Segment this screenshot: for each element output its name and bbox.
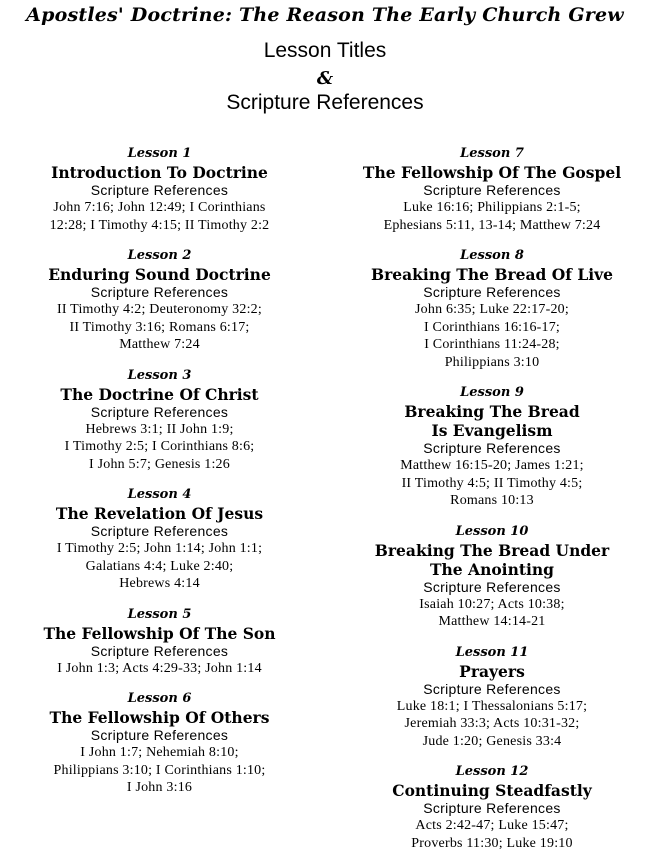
scripture-references-label: Scripture References (423, 800, 561, 816)
scripture-reference-list (338, 301, 646, 371)
lesson-title (2, 624, 317, 643)
heading-scripture-references: Scripture References (226, 91, 424, 114)
scripture-reference-list (2, 660, 317, 678)
scripture-references-label: Scripture References (423, 440, 561, 456)
lesson-number: Lesson 8 (460, 248, 524, 263)
scripture-reference-line: I John 3:16 (126, 780, 193, 795)
scripture-reference-line: Matthew 7:24 (119, 337, 200, 352)
scripture-reference-line: Hebrews 3:1; II John 1:9; (85, 421, 234, 437)
scripture-reference-line: I Timothy 2:5; I Corinthians 8:6; (64, 439, 255, 454)
lesson-title (2, 504, 317, 523)
lesson-title-line: The Anointing (429, 559, 554, 579)
scripture-references-label: Scripture References (423, 182, 561, 198)
lesson-title (2, 163, 317, 182)
scripture-reference-line: I Corinthians 16:16-17; (423, 319, 561, 335)
lesson-block (2, 146, 317, 234)
lesson-number: Lesson 6 (127, 691, 192, 706)
heading-lesson-titles: Lesson Titles (263, 39, 387, 62)
lesson-number: Lesson 4 (127, 487, 192, 502)
lesson-number: Lesson 1 (127, 146, 192, 161)
scripture-references-label: Scripture References (423, 680, 561, 697)
scripture-reference-line: I John 1:7; Nehemiah 8:10; (80, 745, 239, 760)
scripture-reference-line: Hebrews 4:14 (119, 576, 200, 591)
lesson-number: Lesson 9 (460, 385, 524, 400)
scripture-reference-list (338, 817, 646, 852)
lesson-title-line: Breaking The Bread Under (374, 540, 610, 560)
scripture-reference-line: Romans 10:13 (450, 493, 534, 508)
lesson-block (338, 385, 646, 510)
lesson-block (338, 248, 646, 371)
lesson-block (338, 764, 646, 852)
lesson-title (2, 708, 317, 727)
scripture-reference-line: II Timothy 4:2; Deuteronomy 32:2; (57, 302, 262, 317)
scripture-reference-list (2, 744, 317, 797)
scripture-reference-line: II Timothy 3:16; Romans 6:17; (69, 319, 250, 335)
lesson-title-line: The Fellowship Of Others (49, 708, 270, 727)
scripture-reference-line: John 6:35; Luke 22:17-20; (415, 302, 569, 317)
scripture-reference-line: I Corinthians 11:24-28; (424, 337, 560, 352)
lesson-title-line: Introduction To Doctrine (51, 163, 268, 182)
lesson-block (2, 691, 317, 797)
scripture-references-label: Scripture References (90, 182, 229, 198)
scripture-reference-line: Ephesians 5:11, 13-14; Matthew 7:24 (383, 217, 601, 233)
lesson-block (2, 368, 317, 474)
lesson-title (338, 163, 646, 182)
scripture-references-label: Scripture References (90, 727, 229, 743)
scripture-references-label: Scripture References (423, 578, 561, 595)
lesson-title (2, 265, 317, 284)
scripture-reference-line: II Timothy 4:5; II Timothy 4:5; (401, 475, 583, 491)
scripture-reference-line: Galatians 4:4; Luke 2:40; (85, 558, 234, 574)
lesson-title (338, 541, 646, 579)
lesson-title-line: Prayers (459, 661, 525, 681)
scripture-reference-line: Matthew 16:15-20; James 1:21; (400, 458, 584, 473)
lesson-number: Lesson 7 (460, 146, 524, 161)
scripture-reference-line: 12:28; I Timothy 4:15; II Timothy 2:2 (49, 217, 270, 233)
scripture-reference-line: Luke 16:16; Philippians 2:1-5; (403, 200, 581, 215)
lesson-title-line: The Fellowship Of The Gospel (362, 163, 622, 182)
lesson-title-line: Is Evangelism (431, 421, 553, 440)
lesson-number: Lesson 11 (455, 644, 529, 660)
scripture-reference-line: I John 5:7; Genesis 1:26 (89, 456, 230, 472)
lesson-title-line: The Revelation Of Jesus (55, 504, 264, 523)
lesson-title (338, 265, 646, 284)
scripture-reference-line: John 7:16; John 12:49; I Corinthians (53, 200, 266, 215)
scripture-references-label: Scripture References (423, 284, 561, 300)
scripture-reference-line: Philippians 3:10; I Corinthians 1:10; (53, 762, 266, 778)
scripture-references-label: Scripture References (90, 403, 229, 420)
lessons-column-left (2, 146, 317, 811)
lesson-title-line: The Doctrine Of Christ (60, 384, 259, 404)
lesson-block (2, 607, 317, 678)
scripture-reference-line: Isaiah 10:27; Acts 10:38; (419, 596, 565, 612)
lesson-title-line: Enduring Sound Doctrine (48, 265, 271, 284)
lesson-number: Lesson 3 (127, 367, 192, 383)
scripture-reference-line: Matthew 14:14-21 (438, 614, 546, 629)
lesson-block (338, 524, 646, 631)
lesson-title (338, 662, 646, 681)
banner-title: Apostles' Doctrine: The Reason The Early Church Grew (26, 4, 624, 26)
scripture-reference-line: Proverbs 11:30; Luke 19:10 (411, 835, 573, 851)
scripture-reference-list (338, 199, 646, 234)
scripture-reference-line: I John 1:3; Acts 4:29-33; John 1:14 (57, 660, 262, 676)
lesson-block (338, 645, 646, 751)
lesson-block (2, 248, 317, 354)
scripture-reference-line: Jeremiah 33:3; Acts 10:31-32; (404, 716, 580, 731)
scripture-reference-line: Philippians 3:10 (444, 354, 540, 370)
lesson-title-line: Breaking The Bread Of Live (371, 265, 613, 284)
scripture-references-label: Scripture References (90, 523, 229, 539)
scripture-references-label: Scripture References (90, 642, 229, 659)
scripture-reference-list (2, 421, 317, 474)
lesson-number: Lesson 2 (127, 248, 192, 263)
scripture-reference-list (2, 199, 317, 234)
lesson-number: Lesson 10 (455, 523, 529, 539)
lesson-title-line: The Fellowship Of The Son (43, 623, 276, 643)
scripture-reference-list (338, 596, 646, 631)
lesson-number: Lesson 5 (127, 606, 192, 622)
lesson-title-line: Continuing Steadfastly (392, 781, 592, 800)
scripture-references-label: Scripture References (90, 284, 229, 300)
scripture-reference-list (2, 301, 317, 354)
scripture-reference-line: I Timothy 2:5; John 1:14; John 1:1; (56, 541, 263, 556)
scripture-reference-line: Jude 1:20; Genesis 33:4 (422, 733, 562, 749)
scripture-reference-list (338, 698, 646, 751)
lesson-title (338, 781, 646, 800)
heading-ampersand: & (316, 68, 334, 89)
scripture-reference-list (338, 457, 646, 510)
lesson-block (2, 487, 317, 593)
scripture-reference-list (2, 540, 317, 593)
scripture-reference-line: Luke 18:1; I Thessalonians 5:17; (396, 698, 588, 714)
lesson-title (338, 402, 646, 440)
lesson-block (338, 146, 646, 234)
lesson-number: Lesson 12 (455, 764, 529, 779)
lesson-title (2, 385, 317, 404)
lessons-column-right (338, 146, 646, 866)
scripture-reference-line: Acts 2:42-47; Luke 15:47; (415, 818, 569, 833)
lesson-title-line: Breaking The Bread (404, 402, 580, 421)
